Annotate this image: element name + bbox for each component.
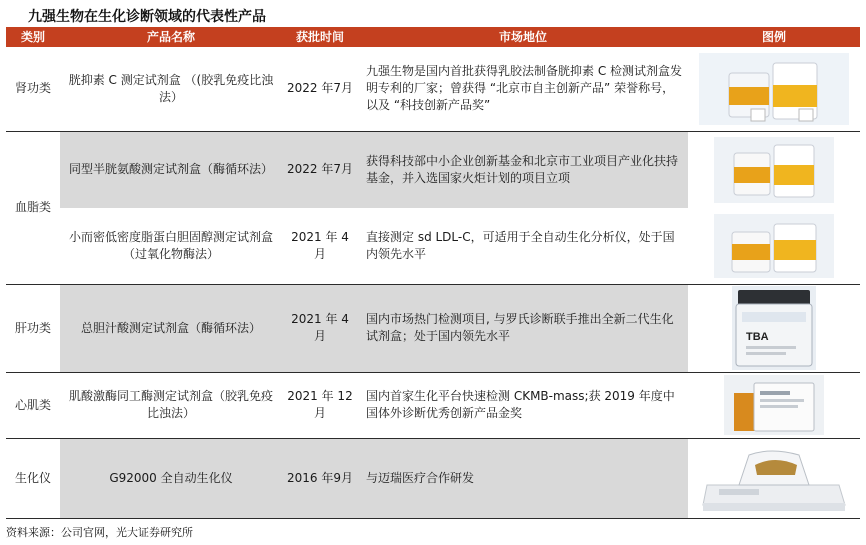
table-row — [6, 284, 860, 372]
image-cell — [688, 208, 860, 284]
tba-label: TBA — [746, 331, 769, 343]
page-title: 九强生物在生化诊断领域的代表性产品 — [28, 9, 266, 25]
approval-date-cell: 2021 年 4 月 — [282, 208, 358, 284]
table-row — [6, 372, 860, 438]
image-cell — [688, 47, 860, 131]
category-cell: 生化仪 — [6, 438, 60, 518]
reagent-kit-icon — [714, 137, 834, 203]
approval-date-cell: 2022 年7月 — [282, 47, 358, 131]
category-cell: 肝功类 — [6, 284, 60, 372]
market-position-cell: 九强生物是国内首批获得乳胶法制备胱抑素 C 检测试剂盒发明专利的厂家；曾获得 “北京市自主创新产品” 荣誉称号，以及 “科技创新产品奖” — [358, 47, 688, 131]
analyzer-icon — [699, 441, 849, 515]
header-image: 图例 — [688, 27, 860, 47]
product-name-cell: 同型半胱氨酸测定试剂盒（酶循环法） — [60, 131, 282, 208]
header-market-position: 市场地位 — [358, 27, 688, 47]
reagent-kit-icon — [714, 214, 834, 278]
tba-kit-icon — [732, 286, 816, 370]
market-position-cell: 与迈瑞医疗合作研发 — [358, 438, 688, 518]
market-position-cell: 获得科技部中小企业创新基金和北京市工业项目产业化扶持基金，并入选国家火炬计划的项目立项 — [358, 131, 688, 208]
image-cell — [688, 438, 860, 518]
reagent-kit-icon — [699, 53, 849, 125]
product-table — [6, 27, 860, 519]
approval-date-cell: 2021 年 4 月 — [282, 284, 358, 372]
market-position-cell: 国内首家生化平台快速检测 CKMB-mass;获 2019 年度中国体外诊断优秀创新产品金奖 — [358, 372, 688, 438]
table-header-row — [6, 27, 860, 47]
market-position-cell: 直接测定 sd LDL-C，可适用于全自动生化分析仪，处于国内领先水平 — [358, 208, 688, 284]
category-cell: 心肌类 — [6, 372, 60, 438]
image-cell — [688, 131, 860, 208]
approval-date-cell: 2021 年 12月 — [282, 372, 358, 438]
product-name-cell: 肌酸激酶同工酶测定试剂盒（胶乳免疫比浊法） — [60, 372, 282, 438]
image-cell — [688, 372, 860, 438]
header-approval-date: 获批时间 — [282, 27, 358, 47]
market-position-cell: 国内市场热门检测项目, 与罗氏诊断联手推出全新二代生化试剂盒；处于国内领先水平 — [358, 284, 688, 372]
header-product-name: 产品名称 — [60, 27, 282, 47]
image-cell — [688, 284, 860, 372]
category-cell: 肾功类 — [6, 47, 60, 131]
table-row — [6, 208, 860, 284]
product-name-cell: 总胆汁酸测定试剂盒（酶循环法） — [60, 284, 282, 372]
product-name-cell: 胱抑素 C 测定试剂盒 （(胶乳免疫比浊法） — [60, 47, 282, 131]
approval-date-cell: 2022 年7月 — [282, 131, 358, 208]
reagent-box-icon — [724, 375, 824, 435]
table-row — [6, 47, 860, 131]
product-name-cell: 小而密低密度脂蛋白胆固醇测定试剂盒（过氧化物酶法） — [60, 208, 282, 284]
table-row — [6, 438, 860, 518]
source-note: 资料来源：公司官网，光大证券研究所 — [6, 526, 193, 539]
table-row — [6, 131, 860, 208]
category-cell: 血脂类 — [6, 131, 60, 284]
header-category: 类别 — [6, 27, 60, 47]
product-name-cell: G92000 全自动生化仪 — [60, 438, 282, 518]
approval-date-cell: 2016 年9月 — [282, 438, 358, 518]
